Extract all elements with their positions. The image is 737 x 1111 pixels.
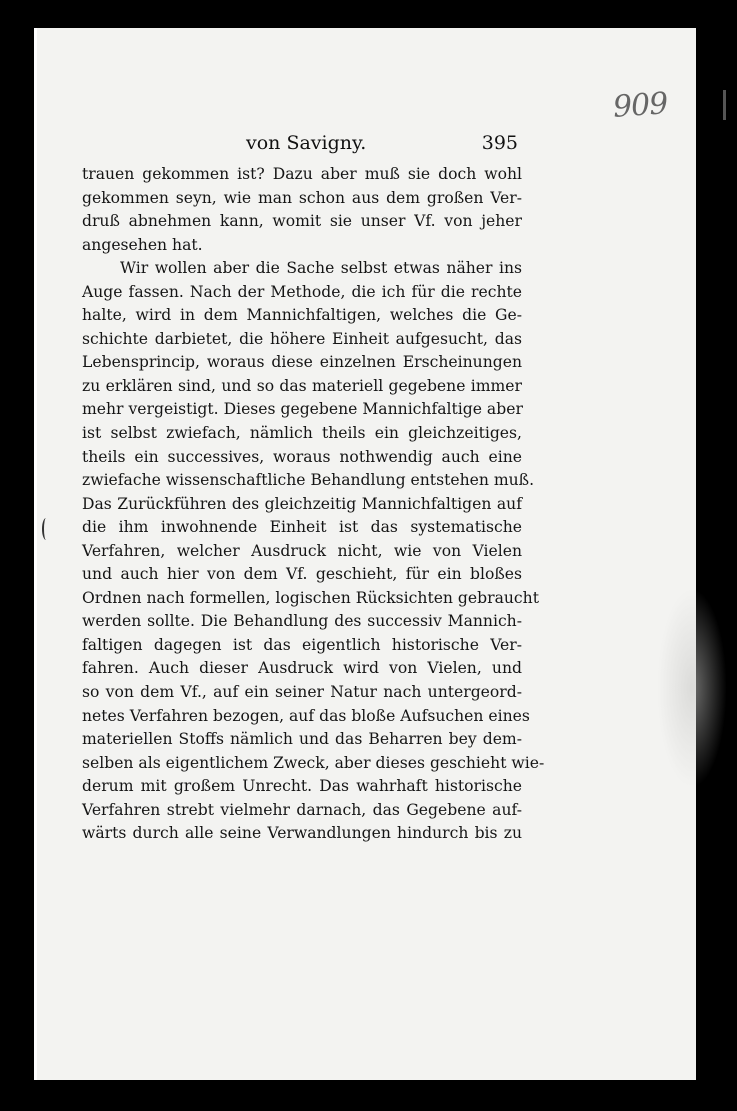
text-line: Wir wollen aber die Sache selbst etwas näher ins: [120, 259, 522, 278]
text-line: derum mit großem Unrecht. Das wahrhaft historische: [82, 777, 522, 796]
text-line: netes Verfahren bezogen, auf das bloße Aufsuchen eines: [82, 706, 530, 725]
text-line: so von dem Vf., auf ein seiner Natur nach untergeord-: [82, 683, 522, 702]
text-line: faltigen dagegen ist das eigentlich historische Ver-: [82, 635, 522, 654]
edge-mark: [723, 90, 726, 120]
body-text: [82, 163, 545, 846]
text-line: ist selbst zwiefach, nämlich theils ein gleichzeitiges,: [82, 424, 522, 443]
handwritten-page-note: 909: [611, 86, 669, 125]
text-line: zwiefache wissenschaftliche Behandlung entstehen muß.: [82, 471, 535, 490]
text-line: selben als eigentlichem Zweck, aber dieses geschieht wie-: [82, 753, 545, 772]
text-line: werden sollte. Die Behandlung des successiv Mannich-: [82, 612, 522, 631]
running-head: von Savigny.: [246, 132, 367, 154]
text-line: materiellen Stoffs nämlich und das Beharren bey dem-: [82, 730, 522, 749]
text-line: Lebensprincip, woraus diese einzelnen Erscheinungen: [82, 353, 522, 372]
text-line: theils ein successives, woraus nothwendig auch eine: [82, 447, 522, 466]
text-line: halte, wird in dem Mannichfaltigen, welches die Ge-: [82, 306, 522, 325]
text-line: und auch hier von dem Vf. geschieht, für ein bloßes: [82, 565, 522, 584]
text-line: druß abnehmen kann, womit sie unser Vf. von jeher: [82, 212, 522, 231]
page-header: [80, 132, 520, 156]
page-number: 395: [481, 132, 518, 154]
text-line: Verfahren, welcher Ausdruck nicht, wie von Vielen: [82, 541, 522, 560]
text-line: Verfahren strebt vielmehr darnach, das Gegebene auf-: [82, 800, 522, 819]
text-line: angesehen hat.: [82, 235, 203, 254]
text-line: gekommen seyn, wie man schon aus dem großen Ver-: [82, 188, 522, 207]
text-line: fahren. Auch dieser Ausdruck wird von Vielen, und: [82, 659, 522, 678]
text-line: mehr vergeistigt. Dieses gegebene Mannichfaltige aber: [82, 400, 523, 419]
text-line: zu erklären sind, und so das materiell gegebene immer: [82, 376, 522, 395]
text-line: schichte darbietet, die höhere Einheit aufgesucht, das: [82, 329, 522, 348]
text-line: trauen gekommen ist? Dazu aber muß sie doch wohl: [82, 165, 522, 183]
text-line: Auge fassen. Nach der Methode, die ich für die rechte: [82, 282, 522, 301]
text-line: Das Zurückführen des gleichzeitig Mannichfaltigen auf: [82, 494, 522, 513]
text-line: wärts durch alle seine Verwandlungen hindurch bis zu: [82, 824, 522, 843]
text-line: die ihm inwohnende Einheit ist das systematische: [82, 518, 522, 537]
text-line: Ordnen nach formellen, logischen Rücksichten gebraucht: [82, 588, 539, 607]
binding-mark: [42, 518, 50, 540]
